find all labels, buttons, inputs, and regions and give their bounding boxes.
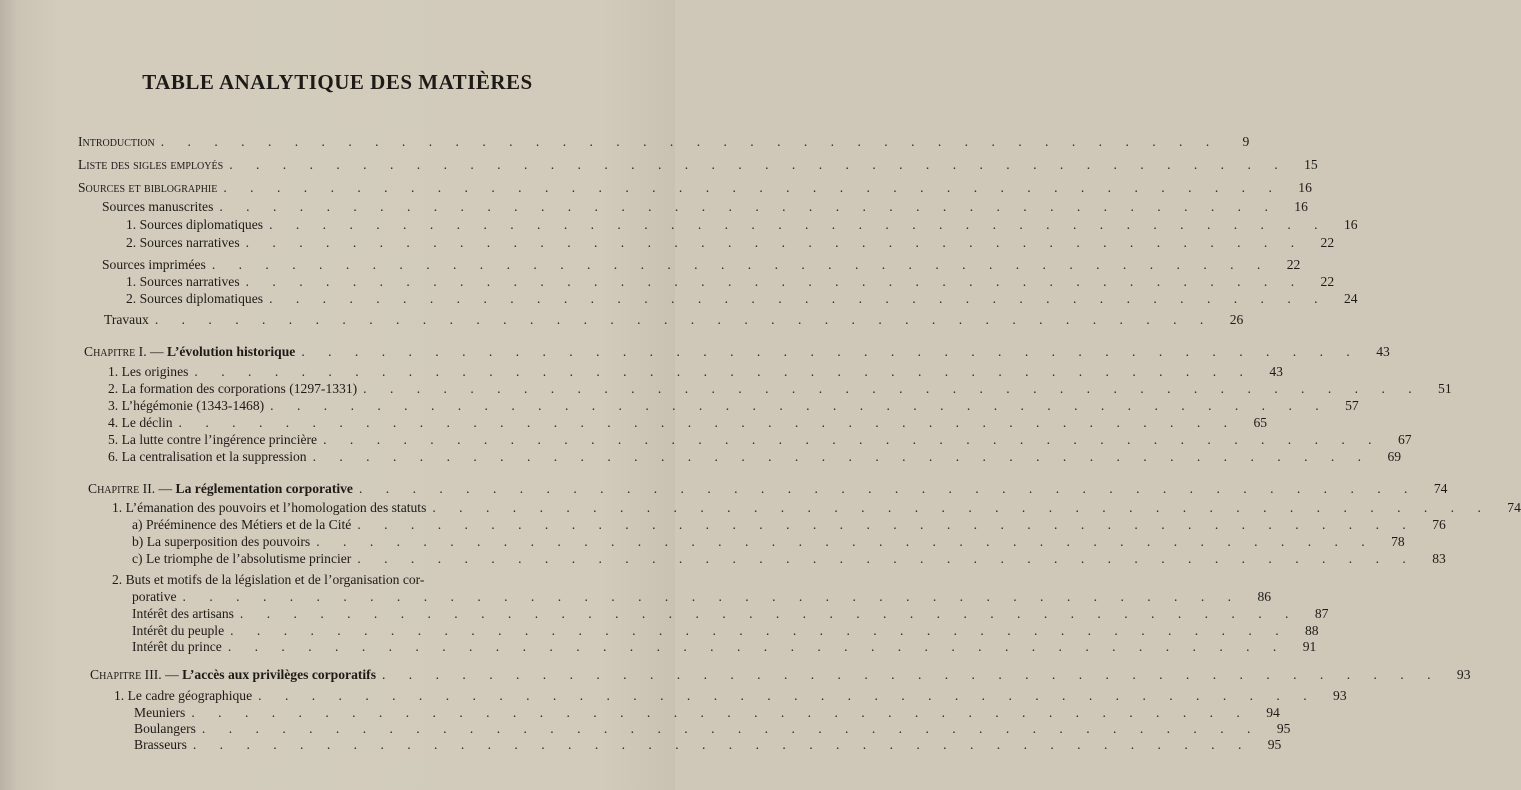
dot-leader: . . . . . . . . . . . . . . . . . . . . . . . . . . . . . . . . . . . . . . . .: [382, 667, 1441, 682]
dot-leader: . . . . . . . . . . . . . . . . . . . . . . . . . . . . . . . . . . . . . . . .: [269, 291, 1328, 306]
toc-entry-label: Travaux: [104, 312, 149, 327]
toc-entry-sources-narratives: [126, 235, 1335, 251]
toc-page-number: 16: [1298, 180, 1312, 195]
toc-page-number: 76: [1432, 517, 1446, 532]
dot-leader: . . . . . . . . . . . . . . . . . . . . . . . . . . . . . . . . . . . . . . . .: [312, 449, 1372, 464]
dot-leader: . . . . . . . . . . . . . . . . . . . . . . . . . . . . . . . . . . . . . . . .: [269, 217, 1328, 232]
toc-page-number: 24: [1343, 291, 1358, 306]
toc-page-number: 22: [1286, 257, 1301, 272]
toc-entry-prince: [132, 639, 1317, 655]
toc-page-number: 69: [1387, 449, 1402, 464]
chapter-title: La réglementation corporative: [175, 481, 353, 496]
toc-entry-label: porative: [132, 589, 177, 604]
toc-page-number: 43: [1269, 364, 1283, 379]
toc-entry-label: a) Prééminence des Métiers et de la Cité: [132, 517, 352, 532]
toc-entry-label: Sources imprimées: [102, 257, 206, 272]
dot-leader: . . . . . . . . . . . . . . . . . . . . . . . . . . . . . . . . . . . . . . . .: [432, 500, 1491, 515]
chapter-title: L’évolution historique: [167, 344, 296, 359]
toc-page-number: 15: [1304, 157, 1318, 172]
dot-leader: . . . . . . . . . . . . . . . . . . . . . . . . . . . . . . . . . . . . . . . .: [194, 364, 1253, 379]
toc-entry-peuple: [132, 623, 1319, 639]
toc-entry-declin: [108, 415, 1268, 431]
toc-entry-label: 2. La formation des corporations (1297-1331): [108, 381, 358, 396]
toc-entry-meuniers: [134, 705, 1280, 721]
toc-page-number: 94: [1266, 705, 1280, 720]
toc-page-number: 74: [1507, 500, 1521, 515]
toc-page-number: 93: [1333, 688, 1347, 703]
dot-leader: . . . . . . . . . . . . . . . . . . . . . . . . . . . . . . . . . . . . . . . .: [316, 534, 1375, 549]
toc-page-number: 26: [1229, 312, 1244, 327]
toc-page-number: 91: [1302, 639, 1317, 654]
toc-chapter-3: [90, 667, 1471, 683]
toc-page-number: 87: [1314, 606, 1329, 621]
toc-entry-label: 2. Sources narratives: [126, 235, 240, 250]
toc-page-number: 88: [1305, 623, 1319, 638]
toc-entry-brasseurs: [134, 737, 1282, 753]
dot-leader: . . . . . . . . . . . . . . . . . . . . . . . . . . . . . . . . . . . . . . . .: [178, 415, 1238, 430]
chapter-prefix: Chapitre III. —: [90, 667, 183, 682]
toc-entry-introduction: [78, 134, 1250, 150]
toc-page-number: 83: [1432, 551, 1446, 566]
dot-leader: . . . . . . . . . . . . . . . . . . . . . . . . . . . . . . . . . . . . . . . .: [211, 257, 1271, 272]
dot-leader: . . . . . . . . . . . . . . . . . . . . . . . . . . . . . . . . . . . . . . . .: [363, 381, 1422, 396]
dot-leader: . . . . . . . . . . . . . . . . . . . . . . . . . . . . . . . . . . . . . . . .: [357, 551, 1416, 566]
toc-entry-label: Intérêt du prince: [132, 639, 222, 654]
toc-entry-label: 1. Les origines: [108, 364, 189, 379]
toc-entry-triomphe: [132, 551, 1446, 567]
toc-entry-cadre: [114, 688, 1347, 704]
dot-leader: . . . . . . . . . . . . . . . . . . . . . . . . . . . . . . . . . . . . . . . .: [219, 199, 1278, 214]
dot-leader: . . . . . . . . . . . . . . . . . . . . . . . . . . . . . . . . . . . . . . . .: [270, 398, 1329, 413]
toc-entry-artisans: [132, 606, 1329, 622]
toc-entry-sources-imprimees: [102, 257, 1301, 273]
toc-entry-label: Liste des sigles employés: [78, 157, 224, 172]
toc-entry-boulangers: [134, 721, 1291, 737]
dot-leader: . . . . . . . . . . . . . . . . . . . . . . . . . . . . . . . . . . . . . . . .: [230, 623, 1289, 638]
dot-leader: . . . . . . . . . . . . . . . . . . . . . . . . . . . . . . . . . . . . . . . .: [154, 312, 1214, 327]
toc-entry-formation: [108, 381, 1452, 397]
toc-entry-label: Intérêt du peuple: [132, 623, 225, 638]
toc-page-number: 95: [1276, 721, 1291, 736]
dot-leader: . . . . . . . . . . . . . . . . . . . . . . . . . . . . . . . . . . . . . . . .: [358, 481, 1418, 496]
toc-page-number: 51: [1438, 381, 1452, 396]
toc-entry-buts: 2. Buts et motifs de la législation et de l’organisation cor-: [112, 572, 425, 587]
dot-leader: . . . . . . . . . . . . . . . . . . . . . . . . . . . . . . . . . . . . . . . .: [182, 589, 1242, 604]
dot-leader: . . . . . . . . . . . . . . . . . . . . . . . . . . . . . . . . . . . . . . . .: [323, 432, 1382, 447]
dot-leader: . . . . . . . . . . . . . . . . . . . . . . . . . . . . . . . . . . . . . . . .: [301, 344, 1360, 359]
toc-entry-label: 2. Sources diplomatiques: [126, 291, 264, 306]
toc-entry-emanation: [112, 500, 1521, 516]
toc-page-number: 16: [1343, 217, 1358, 232]
toc-entry-label: 6. La centralisation et la suppression: [108, 449, 307, 464]
dot-leader: . . . . . . . . . . . . . . . . . . . . . . . . . . . . . . . . . . . . . . . .: [245, 235, 1305, 250]
dot-leader: . . . . . . . . . . . . . . . . . . . . . . . . . . . . . . . . . . . . . . . .: [201, 721, 1261, 736]
toc-chapter-2: [88, 481, 1448, 497]
toc-page-number: 16: [1294, 199, 1308, 214]
toc-page-number: 57: [1345, 398, 1359, 413]
toc-page-number: 93: [1456, 667, 1471, 682]
toc-page-number: 22: [1320, 235, 1335, 250]
chapter-title: L’accès aux privilèges corporatifs: [182, 667, 376, 682]
dot-leader: . . . . . . . . . . . . . . . . . . . . . . . . . . . . . . . . . . . . . . . .: [227, 639, 1287, 654]
toc-page-number: 86: [1257, 589, 1272, 604]
toc-entry-sources: [78, 180, 1312, 196]
toc-page-number: 9: [1242, 134, 1250, 149]
dot-leader: . . . . . . . . . . . . . . . . . . . . . . . . . . . . . . . . . . . . . . . .: [160, 134, 1220, 149]
toc-entry-lutte: [108, 432, 1412, 448]
toc-entry-sigles: [78, 157, 1318, 173]
chapter-prefix: Chapitre I. —: [84, 344, 168, 359]
toc-entry-imprimees-diplomatiques: [126, 291, 1358, 307]
toc-page-number: 95: [1267, 737, 1282, 752]
toc-entry-label: 1. L’émanation des pouvoirs et l’homologation des statuts: [112, 500, 427, 515]
toc-entry-imprimees-narratives: [126, 274, 1335, 290]
dot-leader: . . . . . . . . . . . . . . . . . . . . . . . . . . . . . . . . . . . . . . . .: [245, 274, 1305, 289]
toc-entry-label: c) Le triomphe de l’absolutisme princier: [132, 551, 352, 566]
toc-entry-label: Boulangers: [134, 721, 196, 736]
toc-entry-travaux: [104, 312, 1244, 328]
toc-entry-label: Intérêt des artisans: [132, 606, 234, 621]
dot-leader: . . . . . . . . . . . . . . . . . . . . . . . . . . . . . . . . . . . . . . . .: [191, 705, 1250, 720]
toc-page-number: 43: [1376, 344, 1390, 359]
toc-entry-sources-manuscrites: [102, 199, 1308, 215]
toc-entry-superposition: [132, 534, 1405, 550]
toc-entry-preeminence: [132, 517, 1446, 533]
toc-entry-sources-diplomatiques: [126, 217, 1358, 233]
toc-entry-label: Brasseurs: [134, 737, 187, 752]
chapter-prefix: Chapitre II. —: [88, 481, 176, 496]
toc-entry-label: b) La superposition des pouvoirs: [132, 534, 311, 549]
toc-entry-label: 1. Sources diplomatiques: [126, 217, 264, 232]
toc-entry-hegemonie: [108, 398, 1359, 414]
toc-page-number: 74: [1433, 481, 1448, 496]
toc-entry-label: 1. Le cadre géographique: [114, 688, 253, 703]
toc-entry-label: 5. La lutte contre l’ingérence princière: [108, 432, 318, 447]
toc-entry-corporative: [132, 589, 1272, 605]
toc-entry-label: Introduction: [78, 134, 155, 149]
toc-page-number: 22: [1320, 274, 1335, 289]
toc-page-number: 67: [1397, 432, 1412, 447]
dot-leader: . . . . . . . . . . . . . . . . . . . . . . . . . . . . . . . . . . . . . . . .: [258, 688, 1317, 703]
dot-leader: . . . . . . . . . . . . . . . . . . . . . . . . . . . . . . . . . . . . . . . .: [357, 517, 1416, 532]
toc-chapter-1: [84, 344, 1390, 360]
toc-entry-centralisation: [108, 449, 1402, 465]
toc-page-number: 78: [1391, 534, 1405, 549]
toc-page-number: 65: [1253, 415, 1268, 430]
toc-entry-origines: [108, 364, 1283, 380]
toc-entry-label: Sources et biblographie: [78, 180, 218, 195]
dot-leader: . . . . . . . . . . . . . . . . . . . . . . . . . . . . . . . . . . . . . . . .: [239, 606, 1299, 621]
dot-leader: . . . . . . . . . . . . . . . . . . . . . . . . . . . . . . . . . . . . . . . .: [229, 157, 1288, 172]
dot-leader: . . . . . . . . . . . . . . . . . . . . . . . . . . . . . . . . . . . . . . . .: [192, 737, 1252, 752]
toc-entry-label: Meuniers: [134, 705, 186, 720]
toc-entry-label: 3. L’hégémonie (1343-1468): [108, 398, 265, 413]
toc-entry-label: 1. Sources narratives: [126, 274, 240, 289]
toc-entry-label: Sources manuscrites: [102, 199, 214, 214]
toc-entry-label: 4. Le déclin: [108, 415, 173, 430]
page-title: TABLE ANALYTIQUE DES MATIÈRES: [142, 70, 533, 94]
dot-leader: . . . . . . . . . . . . . . . . . . . . . . . . . . . . . . . . . . . . . . . .: [223, 180, 1282, 195]
